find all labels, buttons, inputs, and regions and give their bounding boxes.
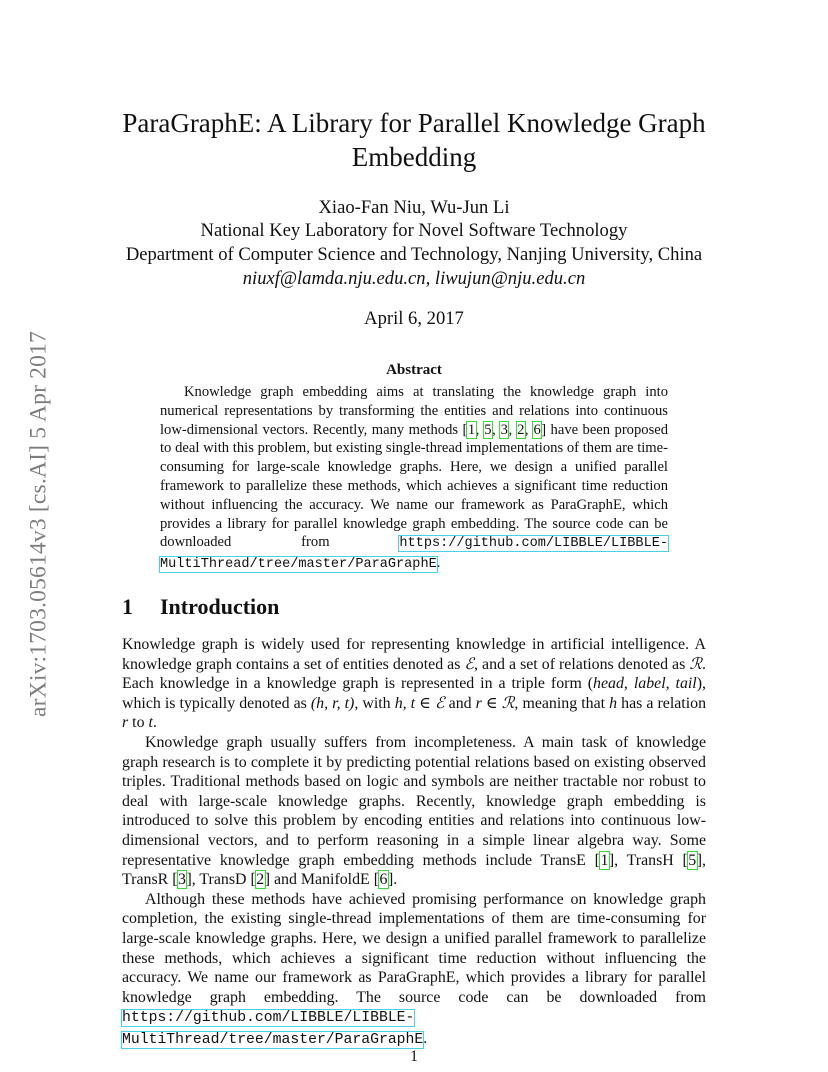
- abstract-text: Knowledge graph embedding aims at translating the knowledge graph into numerical representations by transforming the entities and relations into continuous low-dimensional vectors. Recently, many methods [: [160, 384, 668, 438]
- paragraph-text: .: [423, 1029, 428, 1047]
- math-expression: (h, r, t): [310, 694, 355, 712]
- citation-link[interactable]: 2: [517, 421, 525, 438]
- abstract-heading: Abstract: [386, 362, 442, 378]
- citation-link[interactable]: 1: [600, 851, 609, 869]
- affiliation-lab: National Key Laboratory for Novel Software Technology: [200, 220, 628, 241]
- paragraph-text: ], TransR [: [122, 851, 707, 889]
- math-symbol: r: [122, 714, 129, 732]
- section-body: [122, 635, 706, 1050]
- math-expression: r ∈ ℛ: [475, 694, 515, 712]
- math-expression: h, t ∈ ℰ: [394, 694, 445, 712]
- citation-link[interactable]: 2: [256, 871, 265, 889]
- paragraph-text: . Each knowledge in a knowledge graph is represented in a triple form (: [122, 655, 706, 693]
- paper-date: April 6, 2017: [364, 308, 464, 329]
- citation-link[interactable]: 6: [533, 421, 541, 438]
- paragraph: [122, 635, 706, 733]
- math-symbol: ℛ: [689, 655, 703, 673]
- paragraph-text: , and a set of relations denoted as: [474, 655, 690, 673]
- paragraph-text: ] and ManifoldE [: [264, 871, 380, 889]
- paragraph-text: .: [152, 714, 157, 732]
- abstract-body: Knowledge graph embedding aims at translating the knowledge graph into numerical representations by transforming the entities and relations into continuous low-dimensional vectors. Recently, many methods [1, 5, 3, 2, 6] have been proposed to deal with this problem, but existing single-thread implementations of them are time-consuming for large-scale knowledge graphs. Here, we design a unified parallel framework to parallelize these methods, which achieves a significant time reduction without influencing the accuracy. We name our framework as ParaGraphE, which provides a library for parallel knowledge graph embedding. The source code can be downloaded from https://github.com/LIBBLE/LIBBLE-MultiThread/tree/master/ParaGraphE.: [160, 384, 669, 573]
- math-symbol: t: [148, 714, 153, 732]
- paragraph-text: , meaning that: [514, 694, 610, 712]
- citation-link[interactable]: 6: [379, 871, 388, 889]
- math-expression: head, label, tail: [593, 675, 697, 693]
- author-emails: niuxf@lamda.nju.edu.cn, liwujun@nju.edu.cn: [242, 268, 586, 289]
- section-number: 1: [122, 594, 133, 619]
- paragraph-text: ], TransH [: [608, 851, 688, 869]
- abstract-text: ] have been proposed to deal with this problem, but existing single-thread implementations of them are time-consuming for large-scale knowledge graphs. Here, we design a unified parallel framework to parallelize these methods, which achieves a significant time reduction without influencing the accuracy. We name our framework as ParaGraphE, which provides a library for parallel knowledge graph embedding. The source code can be downloaded from: [160, 421, 669, 551]
- arxiv-identifier: arXiv:1703.05614v3 [cs.AI] 5 Apr 2017: [25, 331, 52, 717]
- citation-link[interactable]: 3: [500, 421, 508, 438]
- paragraph: [122, 890, 706, 1051]
- paragraph-text: and: [444, 694, 476, 712]
- citation-link[interactable]: 5: [688, 851, 697, 869]
- abstract-text: .: [436, 555, 441, 572]
- section-title: Introduction: [160, 594, 280, 619]
- source-code-link[interactable]: https://github.com/LIBBLE/LIBBLE-MultiThread/tree/master/ParaGraphE: [160, 536, 668, 573]
- paragraph-text: Knowledge graph is widely used for representing knowledge in artificial intelligence. A knowledge graph contains a set of entities denoted as: [122, 636, 706, 673]
- paragraph-text: to: [128, 714, 149, 732]
- paragraph-text: ].: [387, 871, 398, 889]
- math-symbol: ℰ: [464, 655, 475, 673]
- page-number: 1: [410, 1048, 418, 1065]
- author-list: Xiao-Fan Niu, Wu-Jun Li: [318, 197, 510, 218]
- math-symbol: h: [609, 694, 618, 712]
- citation-link[interactable]: 3: [178, 871, 186, 889]
- citation-link[interactable]: 1: [467, 421, 476, 438]
- affiliation-department: Department of Computer Science and Technology, Nanjing University, China: [125, 244, 703, 265]
- paragraph: [122, 733, 706, 890]
- paper-title: ParaGraphE: A Library for Parallel Knowledge Graph Embedding: [122, 108, 706, 172]
- source-code-link[interactable]: https://github.com/LIBBLE/LIBBLE-MultiThread/tree/master/ParaGraphE: [122, 1010, 424, 1048]
- paragraph-text: Knowledge graph usually suffers from incompleteness. A main task of knowledge graph research is to complete it by predicting potential relations based on existing observed triples. Traditional methods based on logic and symbols are neither tractable nor robust to deal with large-scale knowledge graphs. Recently, knowledge graph embedding is introduced to solve this problem by encoding entities and relations into continuous low-dimensional vectors, and to perform reasoning in a simple linear algebra way. Some representative knowledge graph embedding methods include TransE [: [122, 733, 706, 869]
- paragraph-text: has a relation: [617, 694, 707, 712]
- arxiv-sidebar: [22, 296, 56, 752]
- paragraph-text: , with: [354, 694, 395, 712]
- paragraph-text: ], TransD [: [186, 871, 256, 889]
- paragraph-text: Although these methods have achieved promising performance on knowledge graph completion, the existing single-thread implementations of them are time-consuming for large-scale knowledge graphs. Here, we design a unified parallel framework to parallelize these methods, which achieves a significant time reduction without influencing the accuracy. We name our framework as ParaGraphE, which provides a library for parallel knowledge graph embedding. The source code can be downloaded from: [122, 890, 706, 1006]
- citation-link[interactable]: 5: [484, 421, 492, 438]
- section-heading: [122, 594, 279, 620]
- paragraph-text: ), which is typically denoted as: [122, 675, 706, 712]
